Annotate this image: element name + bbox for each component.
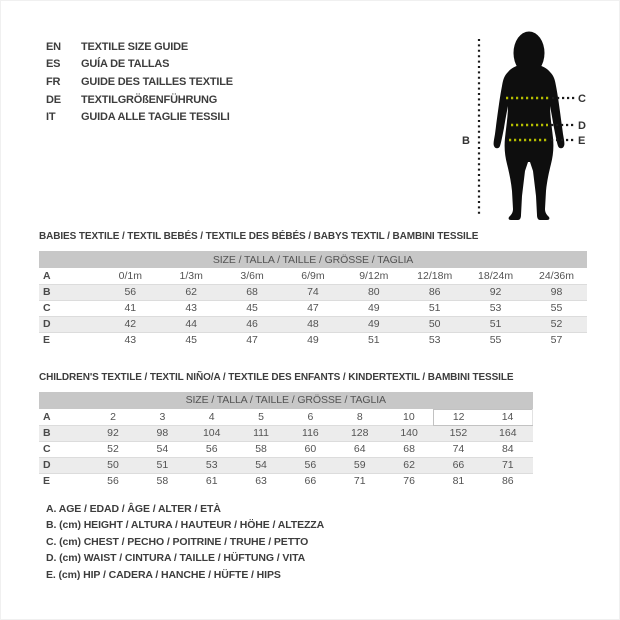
table-cell: 152 <box>449 427 468 439</box>
language-code: FR <box>46 75 61 88</box>
child-silhouette-figure <box>456 16 616 226</box>
table-cell: 5 <box>258 410 264 423</box>
table-cell: 50 <box>428 318 441 330</box>
table-cell: 116 <box>302 427 319 439</box>
table-cell: 9/12m <box>359 269 389 282</box>
table-cell: 164 <box>499 427 517 439</box>
table-cell: 59 <box>353 459 366 471</box>
table-cell: 10 <box>402 410 415 423</box>
table-cell: 41 <box>124 302 137 314</box>
row-label: C <box>43 443 51 455</box>
legend-row: B. (cm) HEIGHT / ALTURA / HAUTEUR / HÖHE / ALTEZZA <box>46 519 325 532</box>
table-cell: 56 <box>107 475 119 488</box>
row-label: A <box>43 269 51 282</box>
table-cell: 53 <box>205 459 218 471</box>
table-cell: 56 <box>205 443 218 455</box>
row-label: E <box>43 334 51 347</box>
table-cell: 62 <box>403 459 415 471</box>
table-cell: 12/18m <box>417 269 453 282</box>
row-label: B <box>43 427 51 439</box>
table-cell: 71 <box>353 475 366 488</box>
table-cell: 54 <box>156 443 169 455</box>
table-cell: 3 <box>159 410 166 423</box>
language-code: EN <box>46 40 61 53</box>
table-cell: 60 <box>304 443 317 455</box>
table-cell: 66 <box>452 459 465 471</box>
table-cell: 58 <box>255 443 267 455</box>
table-cell: 74 <box>307 286 319 298</box>
babies-size-table <box>39 251 587 348</box>
table-cell: 71 <box>501 459 514 471</box>
table-cell: 55 <box>550 302 563 314</box>
table-cell: 47 <box>307 302 319 314</box>
language-code: ES <box>46 58 61 71</box>
language-title: GUIDA ALLE TAGLIE TESSILI <box>81 111 230 124</box>
table-cell: 43 <box>185 302 198 314</box>
size-header-band: SIZE / TALLA / TAILLE / GRÖSSE / TAGLIA <box>39 392 533 409</box>
table-cell: 44 <box>185 318 198 330</box>
table-cell: 62 <box>185 286 198 298</box>
table-cell: 0/1m <box>118 269 142 282</box>
table-cell: 51 <box>367 334 380 347</box>
language-title: GUÍA DE TALLAS <box>81 58 170 71</box>
table-cell: 12 <box>434 409 483 425</box>
table-cell: 104 <box>202 427 221 439</box>
measurement-legend <box>46 501 324 583</box>
table-cell: 84 <box>501 443 514 455</box>
children-section-title: CHILDREN'S TEXTILE / TEXTIL NIÑO/A / TEXTILE DES ENFANTS / KINDERTEXTIL / BAMBINI TESSILE <box>39 372 514 383</box>
table-cell: 49 <box>367 302 380 314</box>
table-cell: 55 <box>489 334 502 347</box>
table-cell: 128 <box>350 427 369 439</box>
table-cell: 56 <box>304 459 317 471</box>
language-row <box>46 108 233 126</box>
label-E: E <box>578 135 586 147</box>
table-cell: 81 <box>452 475 465 488</box>
child-silhouette <box>494 32 565 221</box>
language-title: TEXTILE SIZE GUIDE <box>81 40 189 53</box>
label-B: B <box>462 135 470 147</box>
table-cell: 52 <box>107 443 119 455</box>
table-cell: 49 <box>367 318 380 330</box>
table-cell: 53 <box>489 302 502 314</box>
table-cell: 86 <box>428 286 441 298</box>
table-cell: 46 <box>246 318 258 330</box>
legend-row: A. AGE / EDAD / ÂGE / ALTER / ETÀ <box>46 503 221 515</box>
label-C: C <box>578 93 586 105</box>
row-label: A <box>43 410 51 423</box>
table-cell: 6/9m <box>301 269 325 282</box>
table-cell: 54 <box>255 459 267 471</box>
table-cell: 76 <box>403 475 415 488</box>
label-D: D <box>578 120 586 132</box>
table-cell: 43 <box>124 334 137 347</box>
table-cell: 4 <box>208 410 215 423</box>
table-cell: 24/36m <box>538 269 575 282</box>
table-cell: 53 <box>428 334 441 347</box>
row-label: C <box>43 302 51 314</box>
size-header-band: SIZE / TALLA / TAILLE / GRÖSSE / TAGLIA <box>39 251 587 268</box>
table-cell: 49 <box>307 334 319 347</box>
table-cell: 50 <box>107 459 119 471</box>
table-cell: 51 <box>489 318 502 330</box>
table-cell: 45 <box>185 334 198 347</box>
table-cell: 51 <box>428 302 441 314</box>
table-cell: 111 <box>253 427 270 439</box>
language-row <box>46 38 233 56</box>
table-cell: 66 <box>304 475 317 488</box>
table-cell: 92 <box>107 427 119 439</box>
table-cell: 68 <box>246 286 258 298</box>
table-cell: 92 <box>489 286 502 298</box>
table-cell: 86 <box>501 475 514 488</box>
language-row <box>46 91 233 109</box>
children-size-table <box>39 392 533 489</box>
language-title: TEXTILGRÖßENFÜHRUNG <box>81 93 218 106</box>
table-cell: 1/3m <box>179 269 203 282</box>
table-cell: 98 <box>550 286 563 298</box>
language-code: DE <box>46 93 61 106</box>
table-cell: 64 <box>353 443 366 455</box>
table-cell: 140 <box>400 427 418 439</box>
table-cell: 74 <box>452 443 465 455</box>
table-cell: 47 <box>246 334 258 347</box>
table-cell: 45 <box>246 302 258 314</box>
table-cell: 8 <box>356 410 363 423</box>
row-label: D <box>43 318 51 330</box>
legend-row: E. (cm) HIP / CADERA / HANCHE / HÜFTE / HIPS <box>46 568 281 581</box>
table-cell: 63 <box>255 475 267 488</box>
table-cell: 2 <box>110 410 116 423</box>
legend-row: D. (cm) WAIST / CINTURA / TAILLE / HÜFTUNG / VITA <box>46 552 306 565</box>
table-cell: 14 <box>483 409 532 425</box>
language-row <box>46 73 233 91</box>
table-cell: 58 <box>156 475 169 488</box>
table-cell: 68 <box>403 443 415 455</box>
table-cell: 52 <box>550 318 563 330</box>
table-cell: 48 <box>307 318 319 330</box>
table-cell: 80 <box>367 286 380 298</box>
language-row <box>46 56 233 74</box>
table-cell: 18/24m <box>478 269 514 282</box>
table-cell: 98 <box>156 427 169 439</box>
table-cell: 3/6m <box>240 269 264 282</box>
babies-section-title: BABIES TEXTILE / TEXTIL BEBÉS / TEXTILE DES BÉBÉS / BABYS TEXTIL / BAMBINI TESSILE <box>39 231 479 242</box>
table-cell: 61 <box>205 475 218 488</box>
table-cell: 56 <box>124 286 137 298</box>
row-label: B <box>43 286 51 298</box>
legend-row: C. (cm) CHEST / PECHO / POITRINE / TRUHE / PETTO <box>46 535 309 548</box>
table-cell: 51 <box>156 459 169 471</box>
language-code: IT <box>46 111 56 124</box>
row-label: D <box>43 459 51 471</box>
row-label: E <box>43 475 51 488</box>
table-cell: 57 <box>550 334 563 347</box>
language-title-list <box>46 38 233 126</box>
table-cell: 42 <box>124 318 137 330</box>
table-cell: 6 <box>307 410 314 423</box>
language-title: GUIDE DES TAILLES TEXTILE <box>81 75 233 88</box>
